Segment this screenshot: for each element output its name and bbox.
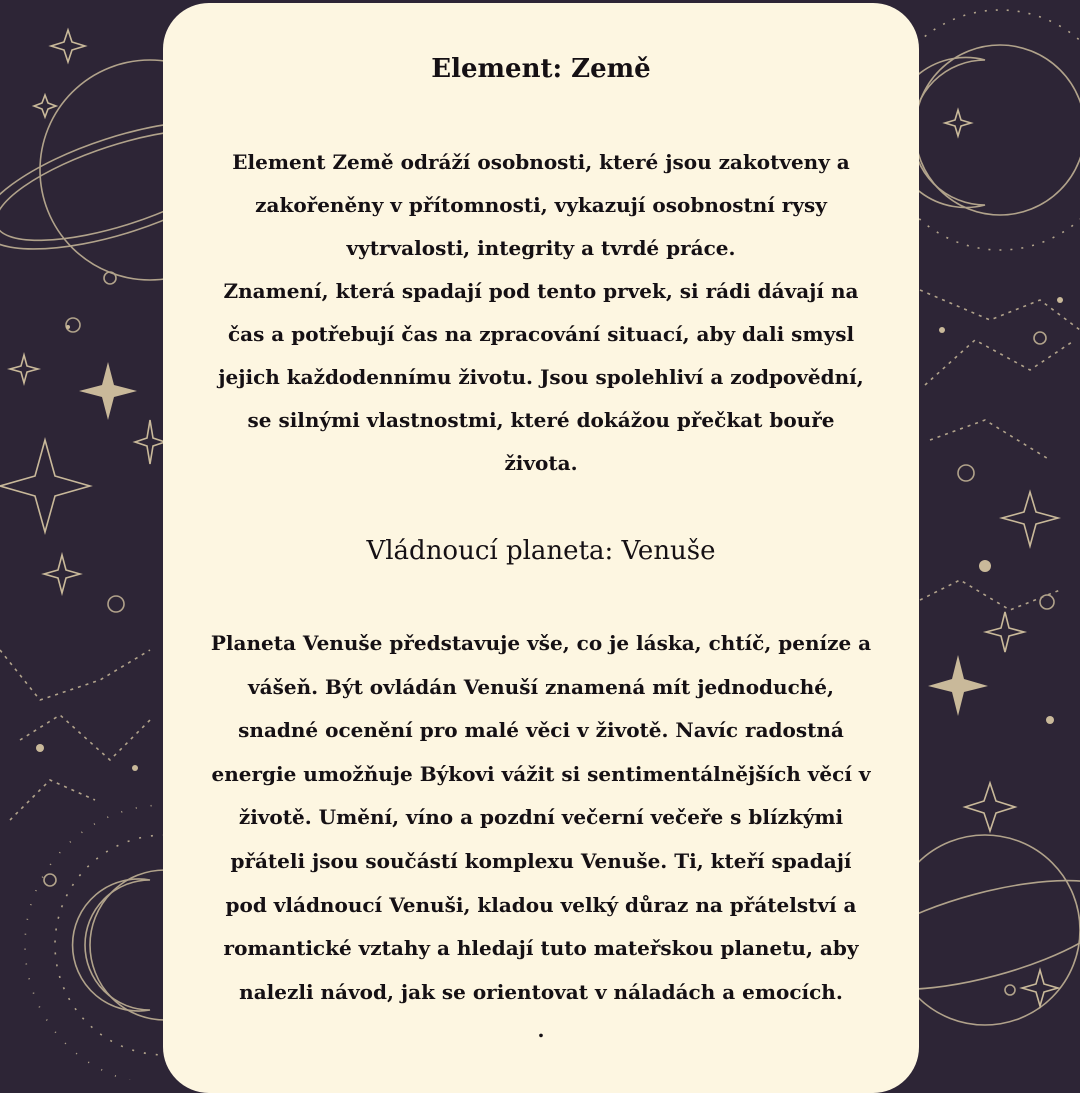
star-outline-icon — [1002, 492, 1058, 546]
planet-paragraph-line: životě. Umění, víno a pozdní večerní večeře s blízkými — [238, 805, 844, 830]
star-outline-icon — [986, 612, 1024, 652]
element-heading: Element: Země — [431, 54, 651, 84]
planet-paragraph-line: vášeň. Být ovládán Venuší znamená mít jednoduché, — [248, 674, 834, 699]
element-paragraph-line: Znamení, která spadají pod tento prvek, si rádi dávají na — [223, 279, 859, 303]
star-outline-icon — [135, 420, 165, 464]
element-paragraph-line: jejich každodennímu životu. Jsou spolehliví a zodpovědní, — [218, 365, 864, 389]
info-card — [163, 3, 919, 1093]
star-outline-icon — [10, 355, 38, 383]
element-paragraph-line: vytrvalosti, integrity a tvrdé práce. — [346, 236, 736, 260]
element-paragraph-line: života. — [504, 451, 578, 475]
planet-heading: Vládnoucí planeta: Venuše — [366, 536, 716, 566]
constellation-left-icon — [0, 650, 150, 820]
planet-paragraph-line: snadné ocenění pro malé věci v životě. Navíc radostná — [238, 718, 844, 743]
planet-paragraph-line: pod vládnoucí Venuši, kladou velký důraz na přátelství a — [225, 892, 857, 917]
star-outline-icon — [51, 30, 85, 62]
star-outline-icon — [0, 440, 90, 532]
star-outline-icon — [1022, 970, 1058, 1006]
element-paragraph-line: zakořeněny v přítomnosti, vykazují osobnostní rysy — [255, 193, 827, 217]
planet-paragraph-line: přáteli jsou součástí komplexu Venuše. Ti, kteří spadají — [230, 848, 852, 873]
planet-paragraph-line: romantické vztahy a hledají tuto mateřskou planetu, aby — [223, 936, 859, 961]
planet-paragraph-line: energie umožňuje Býkovi vážit si sentimentálnějších věcí v — [211, 761, 871, 786]
element-paragraph-line: Element Země odráží osobnosti, které jsou zakotveny a — [232, 150, 850, 174]
star-outline-icon — [965, 783, 1015, 831]
constellation-right-icon — [920, 290, 1080, 610]
planet-paragraph — [165, 622, 917, 1014]
planet-paragraph-line: Planeta Venuše představuje vše, co je láska, chtíč, peníze a — [210, 631, 872, 655]
star-outline-icon — [945, 110, 971, 136]
star-large-icon — [928, 655, 988, 716]
planet-paragraph-line: nalezli návod, jak se orientovat v náladách a emocích. — [239, 979, 843, 1004]
star-outline-icon — [34, 95, 56, 117]
element-paragraph-line: čas a potřebují čas na zpracování situací, aby dali smysl — [227, 322, 855, 346]
star-outline-icon — [44, 555, 80, 593]
element-paragraph-line: se silnými vlastnostmi, které dokážou přečkat bouře — [247, 408, 835, 432]
element-paragraph — [171, 141, 911, 485]
trailing-period: . — [537, 1018, 545, 1042]
star-large-icon — [79, 362, 137, 420]
